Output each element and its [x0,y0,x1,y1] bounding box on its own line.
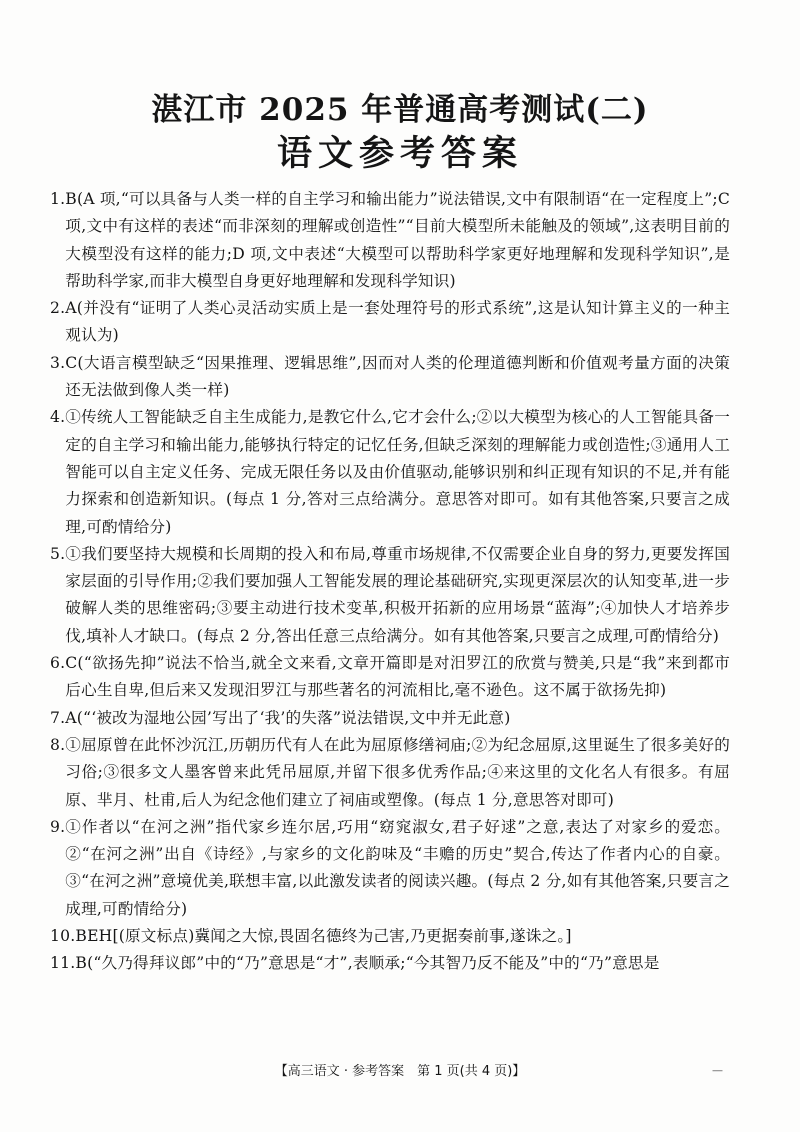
answer-number: 7. [50,708,66,727]
answer-text: ①作者以“在河之洲”指代家乡连尔居,巧用“窈窕淑女,君子好逑”之意,表达了对家乡的爱恋。②“在河之洲”出自《诗经》,与家乡的文化韵味及“丰赡的历史”契合,传达了作者内心的自豪。③“在河之洲”意境优美,联想丰富,以此激发读者的阅读兴趣。(每点 2 分,如有其他答案,只要言之成理,可酌情给分) [65,817,730,918]
answer-item-8 [50,732,730,814]
answer-text: B(“久乃得拜议郎”中的“乃”意思是“才”,表顺承;“今其智乃反不能及”中的“乃”意思是 [75,954,660,973]
answer-number: 8. [50,735,66,754]
answer-list [50,186,730,978]
answer-item-4 [50,404,730,540]
answer-number: 1. [50,190,66,208]
answer-text: C(“欲扬先抑”说法不恰当,就全文来看,文章开篇即是对汨罗江的欣赏与赞美,只是“我”来到都市后心生自卑,但后来又发现汨罗江与那些著名的河流相比,毫不逊色。这不属于欲扬先抑) [65,654,730,700]
answer-text: A(“‘被改为湿地公园’写出了‘我’的失落”说法错误,文中并无此意) [65,708,511,727]
answer-number: 10. [50,927,76,946]
answer-number: 9. [50,817,66,836]
exam-title: 湛江市 2025 年普通高考测试(二) [151,92,649,128]
answer-number: 4. [50,408,66,427]
answer-item-7 [50,705,730,732]
answer-text: BEH[(原文标点)冀闻之大惊,畏固名德终为己害,乃更据奏前事,遂诛之。] [75,927,572,946]
answer-text: ①传统人工智能缺乏自主生成能力,是教它什么,它才会什么;②以大模型为核心的人工智能具备一定的自主学习和输出能力,能够执行特定的记忆任务,但缺乏深刻的理解能力或创造性;③通用人工智能可以自主定义任务、完成无限任务以及由价值驱动,能够识别和纠正现有知识的不足,并有能力探索和创造新知识。(每点 1 分,答对三点给满分。意思答对即可。如有其他答案,只要言之成理,可酌情给分) [65,408,730,536]
answer-number: 2. [50,299,66,318]
answer-item-1 [50,186,730,295]
answer-number: 11. [50,954,76,973]
answer-item-3 [50,350,730,405]
answer-item-5 [50,541,730,650]
answer-text: ①我们要坚持大规模和长周期的投入和布局,尊重市场规律,不仅需要企业自身的努力,更要发挥国家层面的引导作用;②我们要加强人工智能发展的理论基础研究,实现更深层次的认知变革,进一步破解人类的思维密码;③要主动进行技术变革,积极开拓新的应用场景“蓝海”;④加快人才培养步伐,填补人才缺口。(每点 2 分,答出任意三点给满分。如有其他答案,只要言之成理,可酌情给分) [65,544,730,645]
answer-item-6 [50,650,730,705]
answer-item-11 [50,950,730,977]
answer-item-10 [50,923,730,950]
answer-number: 3. [50,353,66,372]
answer-text: C(大语言模型缺乏“因果推理、逻辑思维”,因而对人类的伦理道德判断和价值观考量方面的决策还无法做到像人类一样) [65,353,730,400]
answer-number: 5. [50,544,66,563]
answer-item-9 [50,814,730,923]
answer-text: ①屈原曾在此怀沙沉江,历朝历代有人在此为屈原修缮祠庙;②为纪念屈原,这里诞生了很多美好的习俗;③很多文人墨客曾来此凭吊屈原,并留下很多优秀作品;④来这里的文化名人有很多。有屈原、芈月、杜甫,后人为纪念他们建立了祠庙或塑像。(每点 1 分,意思答对即可) [65,735,730,809]
answer-number: 6. [50,654,66,673]
document-subtitle: 语文参考答案 [276,133,523,174]
corner-mark: — [712,1064,723,1077]
answer-text: A(并没有“证明了人类心灵活动实质上是一套处理符号的形式系统”,这是认知计算主义的一种主观认为) [65,299,730,345]
answer-item-2 [50,295,730,350]
answer-text: B(A 项,“可以具备与人类一样的自主学习和输出能力”说法错误,文中有限制语“在一定程度上”;C 项,文中有这样的表述“而非深刻的理解或创造性”“目前大模型所未能触及的领域”,这表明目前的大模型没有这样的能力;D 项,文中表述“大模型可以帮助科学家更好地理解和发现科学知识”,是帮助科学家,而非大模型自身更好地理解和发现科学知识) [65,190,730,290]
page-footer: 【高三语文 · 参考答案 第 1 页(共 4 页)】 [274,1064,526,1079]
